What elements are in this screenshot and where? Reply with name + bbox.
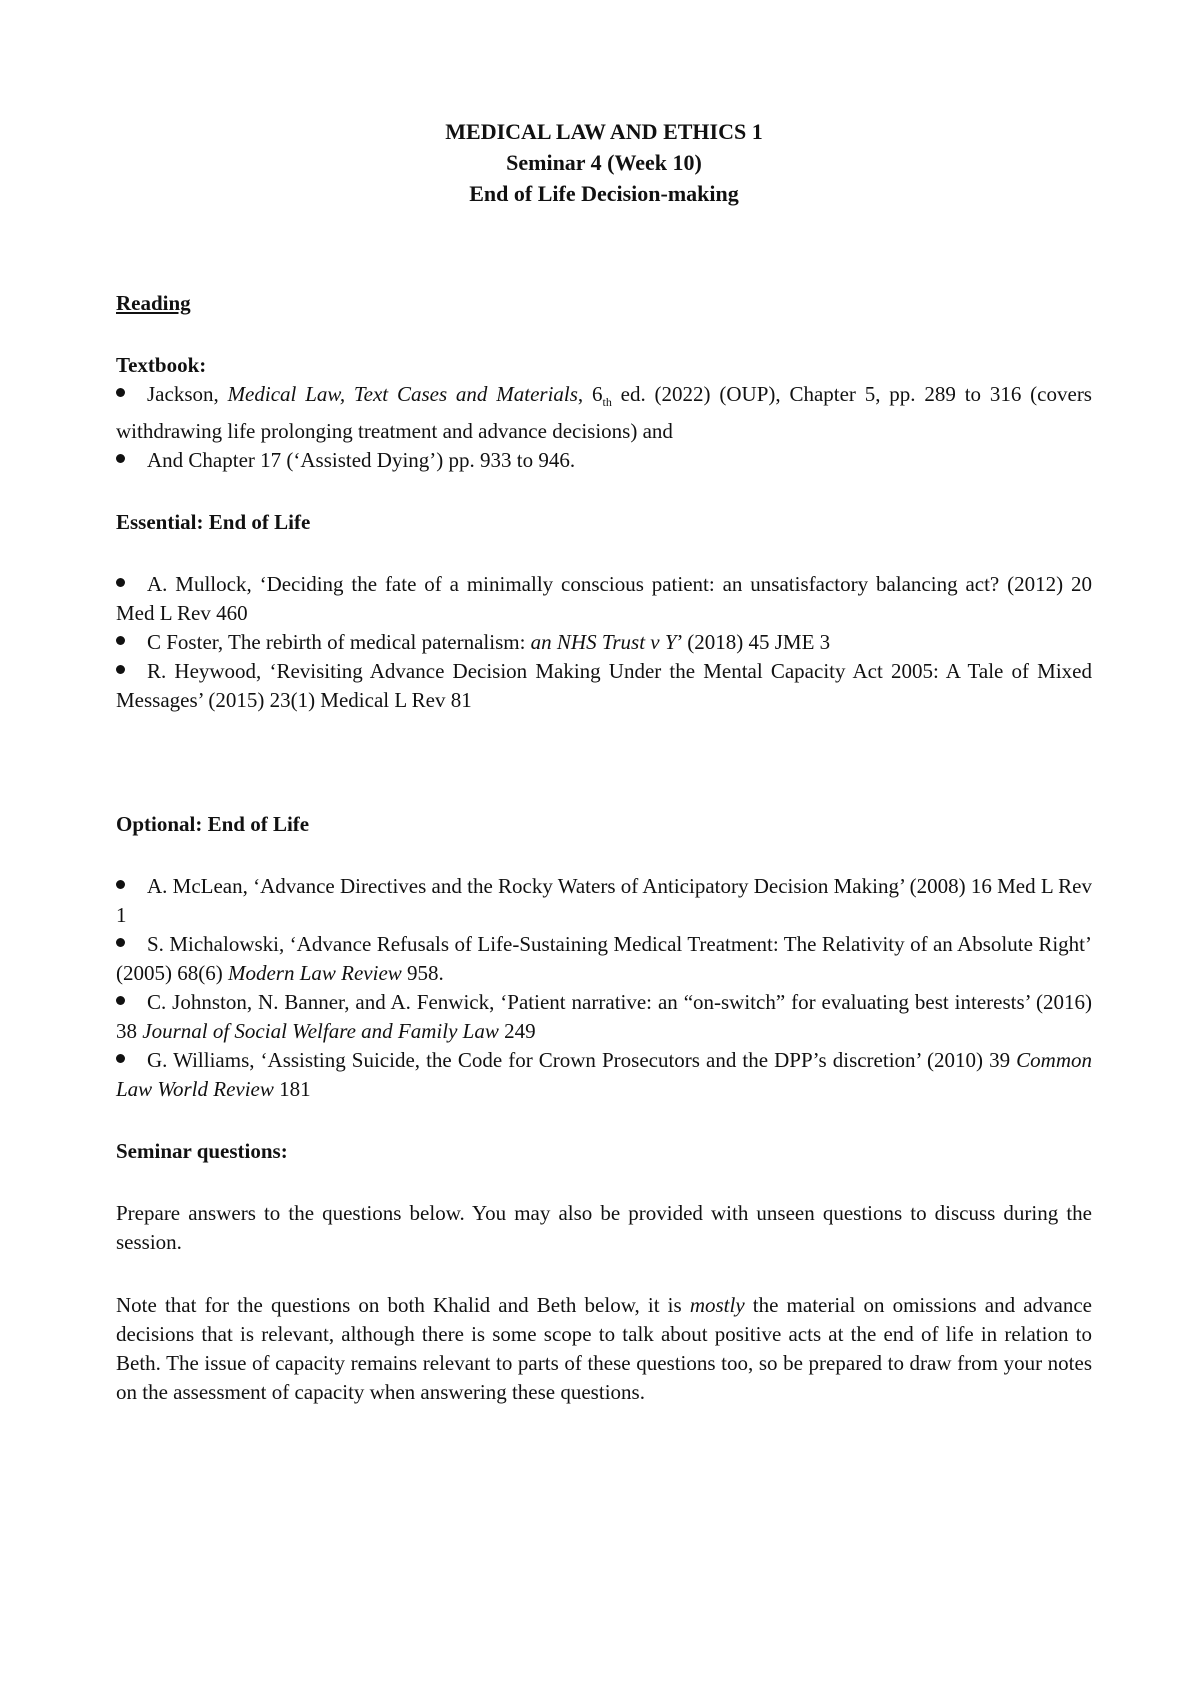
bullet-icon (116, 938, 125, 947)
bullet-icon (116, 578, 125, 587)
list-item: And Chapter 17 (‘Assisted Dying’) pp. 933 to 946. (116, 446, 1092, 475)
essential-list (116, 570, 1092, 715)
optional-list (116, 872, 1092, 1104)
bullet-icon (116, 454, 125, 463)
reading-heading: Reading (116, 291, 191, 315)
essential-section (116, 508, 1092, 715)
bullet-icon (116, 665, 125, 674)
list-item: S. Michalowski, ‘Advance Refusals of Life-Sustaining Medical Treatment: The Relativity of an Absolute Right’ (2005) 68(6) Modern Law Review 958. (116, 932, 1092, 986)
list-item: A. McLean, ‘Advance Directives and the Rocky Waters of Anticipatory Decision Making’ (2008) 16 Med L Rev 1 (116, 874, 1092, 928)
essential-heading: Essential: End of Life (116, 510, 311, 535)
document-title-block (116, 116, 1092, 209)
seminar-section (116, 1137, 1092, 1407)
textbook-list (116, 380, 1092, 475)
textbook-label: Textbook: (116, 353, 207, 377)
bullet-icon (116, 388, 125, 397)
document-page (116, 116, 1092, 1441)
seminar-title: Seminar 4 (Week 10) (506, 150, 702, 175)
topic-title: End of Life Decision-making (469, 181, 739, 206)
list-item: A. Mullock, ‘Deciding the fate of a minimally conscious patient: an unsatisfactory balancing act? (2012) 20 Med L Rev 460 (116, 572, 1092, 626)
bullet-icon (116, 1054, 125, 1063)
bullet-icon (116, 636, 125, 645)
seminar-heading: Seminar questions: (116, 1139, 288, 1164)
list-item: C. Johnston, N. Banner, and A. Fenwick, ‘Patient narrative: an “on-switch” for evaluating best interests’ (2016) 38 Journal of Social Welfare and Family Law 249 (116, 990, 1092, 1044)
bullet-icon (116, 880, 125, 889)
optional-section (116, 810, 1092, 1104)
seminar-intro-paragraph: Prepare answers to the questions below. You may also be provided with unseen questions to discuss during the session. (116, 1201, 1092, 1255)
course-title: MEDICAL LAW AND ETHICS 1 (445, 119, 763, 144)
list-item: Jackson, Medical Law, Text Cases and Materials, $6_{th}$ ed. (2022) (OUP), Chapter 5, pp. 289 to 316 (covers withdrawing life prolonging treatment and advance decisions) and (116, 382, 1092, 444)
optional-heading: Optional: End of Life (116, 812, 310, 837)
reading-section (116, 289, 1092, 475)
seminar-note-paragraph: Note that for the questions on both Khalid and Beth below, it is mostly the material on omissions and advance decisions that is relevant, although there is some scope to talk about positive acts at the end of life in relation to Beth. The issue of capacity remains relevant to parts of these questions too, so be prepared to draw from your notes on the assessment of capacity when answering these questions. (116, 1293, 1092, 1405)
list-item: R. Heywood, ‘Revisiting Advance Decision Making Under the Mental Capacity Act 2005: A Tale of Mixed Messages’ (2015) 23(1) Medical L Rev 81 (116, 659, 1092, 713)
list-item: C Foster, The rebirth of medical paternalism: an NHS Trust v Y’ (2018) 45 JME 3 (116, 628, 1092, 657)
bullet-icon (116, 996, 125, 1005)
list-item: G. Williams, ‘Assisting Suicide, the Code for Crown Prosecutors and the DPP’s discretion’ (2010) 39 Common Law World Review 181 (116, 1048, 1092, 1102)
